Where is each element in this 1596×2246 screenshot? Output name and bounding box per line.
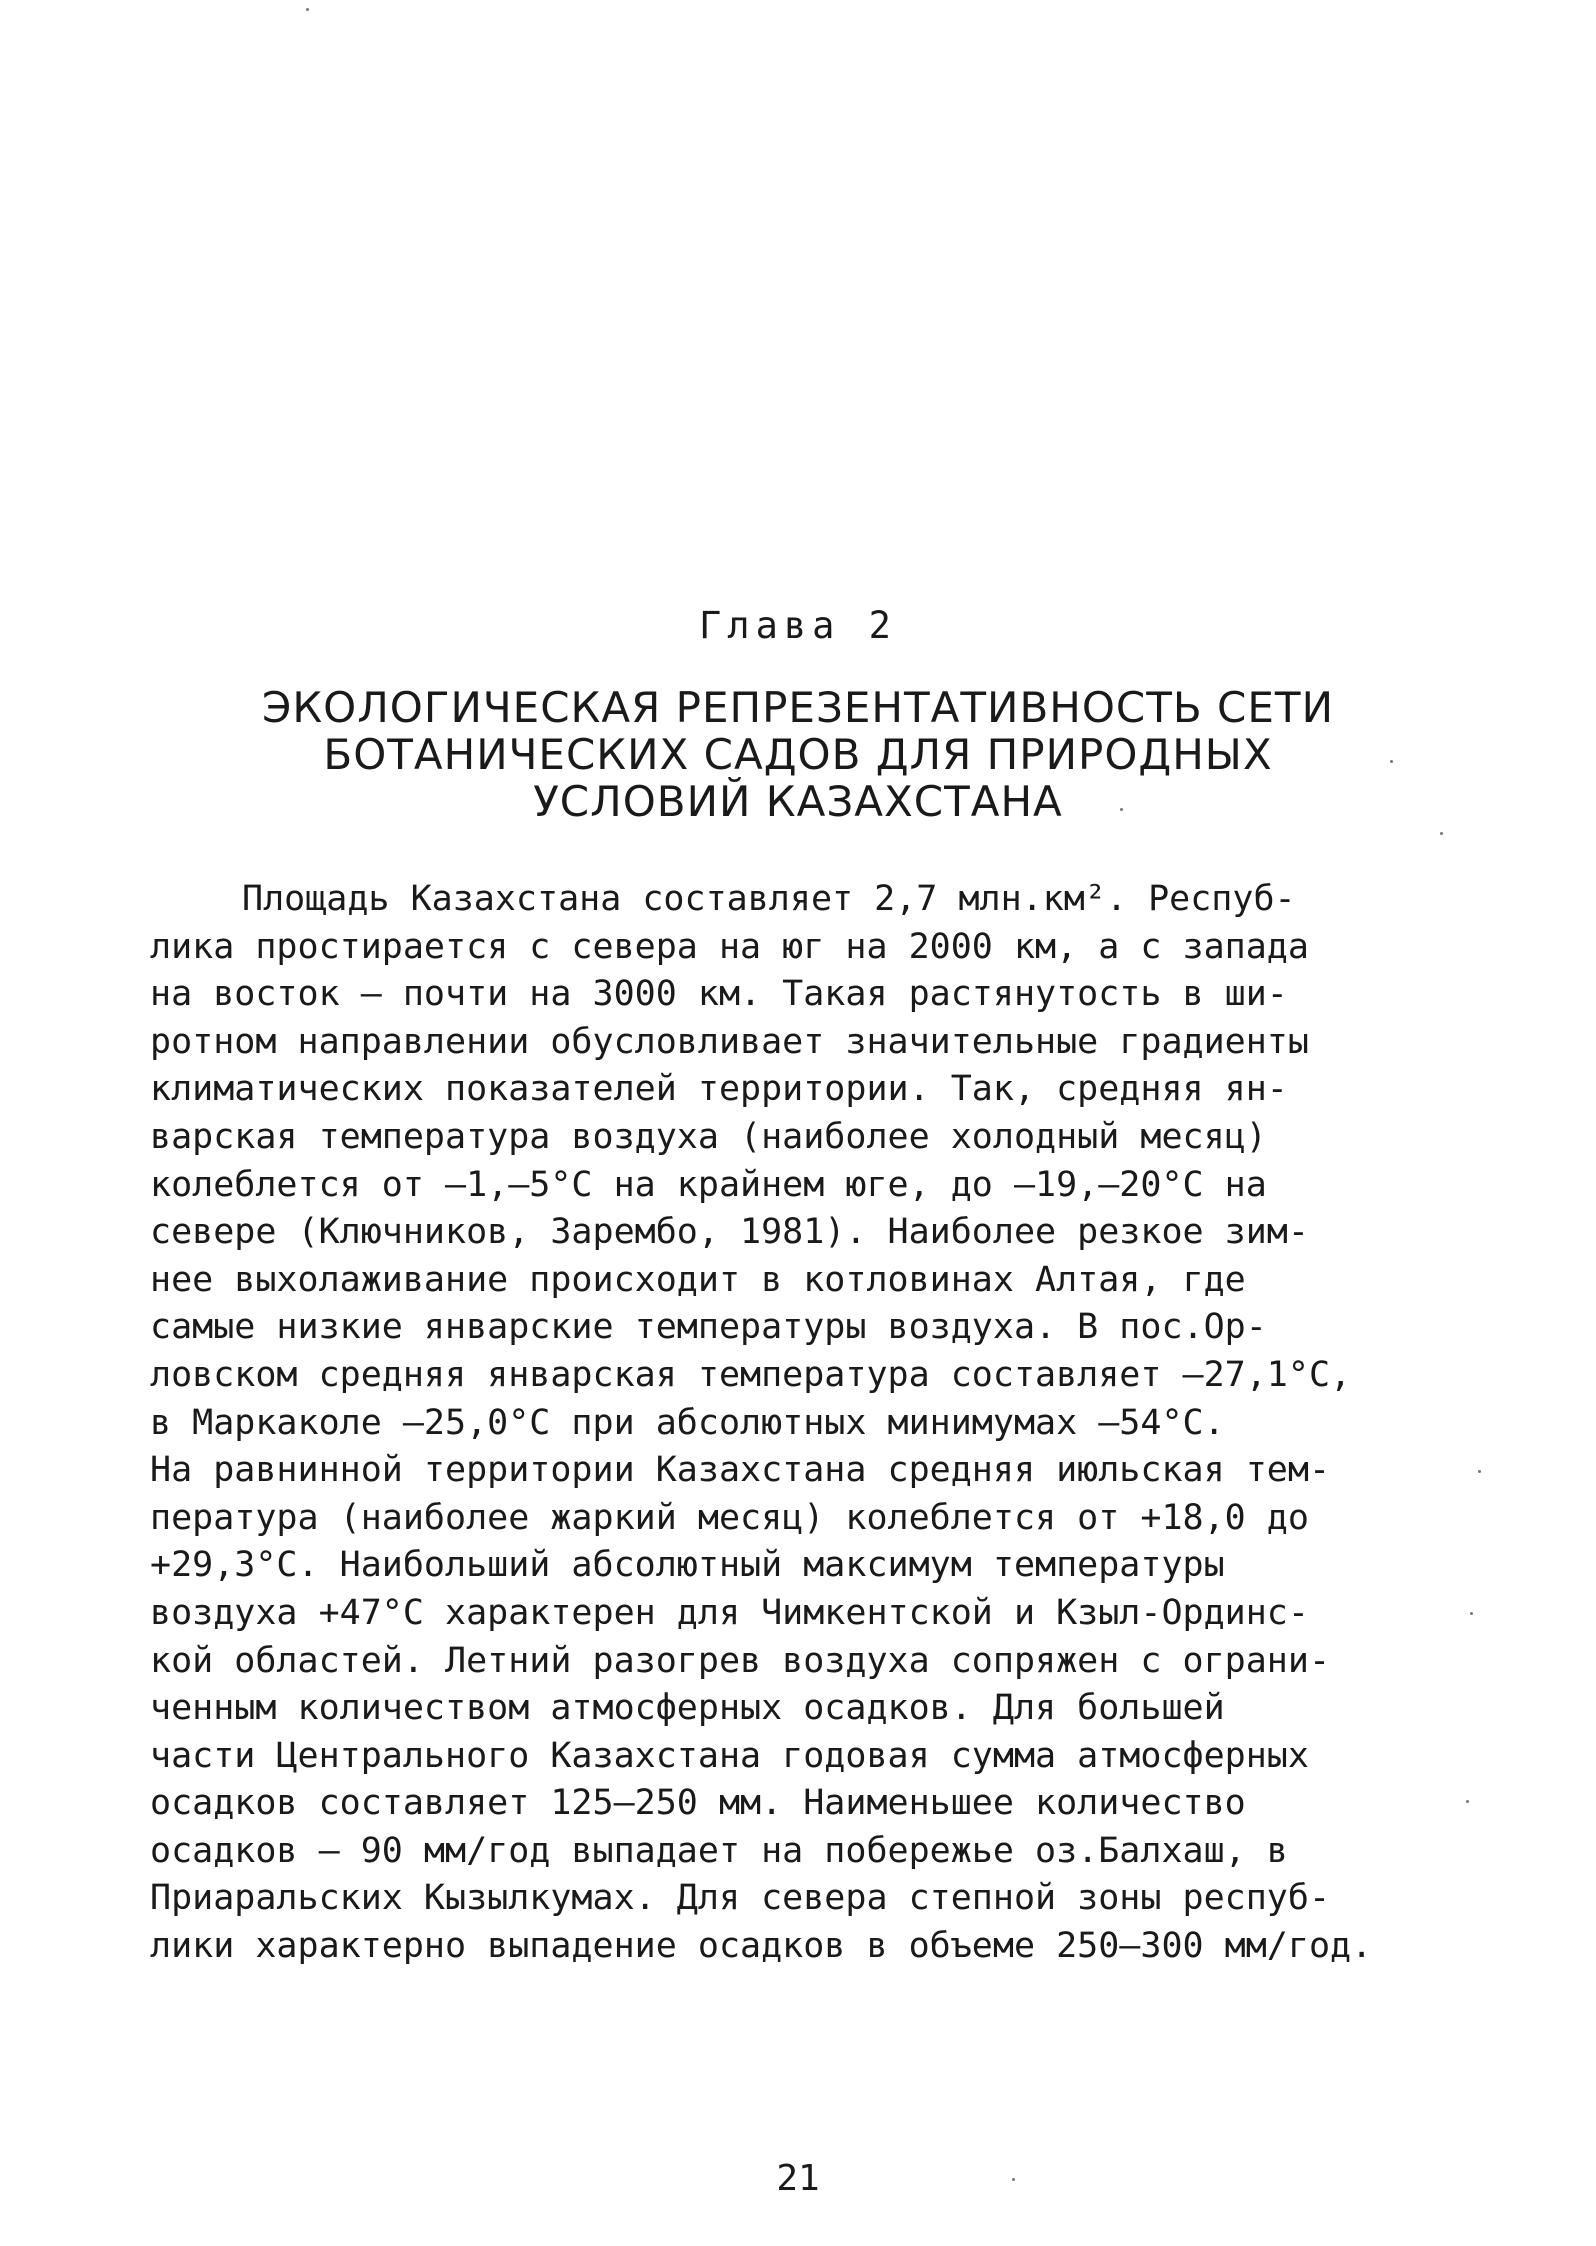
text-line: колеблется от –1,–5°С на крайнем юге, до –19,–20°С на [150,1164,1267,1205]
scan-speck [1470,1612,1473,1615]
text-line: Площадь Казахстана составляет 2,7 млн.км². Респуб- [242,879,1296,919]
text-line: в Маркаколе –25,0°С при абсолютных минимумах –54°С. [150,1402,1225,1443]
scan-speck [1466,1800,1469,1803]
text-line: лика простирается с севера на юг на 2000 км, а с запада [150,926,1309,967]
text-line: +29,3°С. Наибольший абсолютный максимум температуры [150,1545,1225,1586]
text-line: части Центрального Казахстана годовая сумма атмосферных [150,1735,1309,1776]
page-number: 21 [776,2158,820,2199]
text-line: ротном направлении обусловливает значительные градиенты [150,1021,1309,1062]
scan-speck [306,8,309,11]
chapter-title-line: ЭКОЛОГИЧЕСКАЯ РЕПРЕЗЕНТАТИВНОСТЬ СЕТИ [262,683,1334,732]
text-line: Приаральских Кызылкумах. Для севера степной зоны респуб- [150,1878,1331,1919]
text-line: осадков – 90 мм/год выпадает на побережье оз.Балхаш, в [150,1830,1288,1871]
body-paragraph [150,876,1490,1971]
text-line: нее выхолаживание происходит в котловинах Алтая, где [150,1259,1246,1300]
chapter-title-line: БОТАНИЧЕСКИХ САДОВ ДЛЯ ПРИРОДНЫХ [323,730,1273,779]
text-line: воздуха +47°С характерен для Чимкентской и Кзыл-Ординс- [150,1592,1309,1633]
text-line: ловском средняя январская температура составляет –27,1°С, [150,1354,1352,1395]
text-line: на восток – почти на 3000 км. Такая растянутость в ши- [150,974,1288,1015]
scan-speck [1440,832,1443,835]
chapter-title [0,684,1596,825]
text-line: На равнинной территории Казахстана средняя июльская тем- [150,1450,1331,1491]
text-line: севере (Ключников, Зарембо, 1981). Наиболее резкое зим- [150,1212,1309,1253]
chapter-title-line: УСЛОВИЙ КАЗАХСТАНА [533,777,1063,826]
text-line: ченным количеством атмосферных осадков. Для большей [150,1688,1225,1729]
chapter-label: Глава 2 [699,604,897,647]
scan-speck [1120,808,1123,811]
scan-speck [1390,760,1393,763]
scan-speck [1478,1470,1481,1473]
text-line: варская температура воздуха (наиболее холодный месяц) [150,1116,1267,1157]
scan-speck [1012,2178,1015,2181]
text-line: самые низкие январские температуры воздуха. В пос.Ор- [150,1307,1267,1348]
text-line: кой областей. Летний разогрев воздуха сопряжен с ограни- [150,1640,1331,1681]
text-line: пература (наиболее жаркий месяц) колеблется от +18,0 до [150,1497,1309,1538]
text-line: лики характерно выпадение осадков в объеме 250–300 мм/год. [150,1926,1373,1967]
text-line: климатических показателей территории. Так, средняя ян- [150,1069,1288,1110]
text-line: осадков составляет 125–250 мм. Наименьшее количество [150,1783,1246,1824]
